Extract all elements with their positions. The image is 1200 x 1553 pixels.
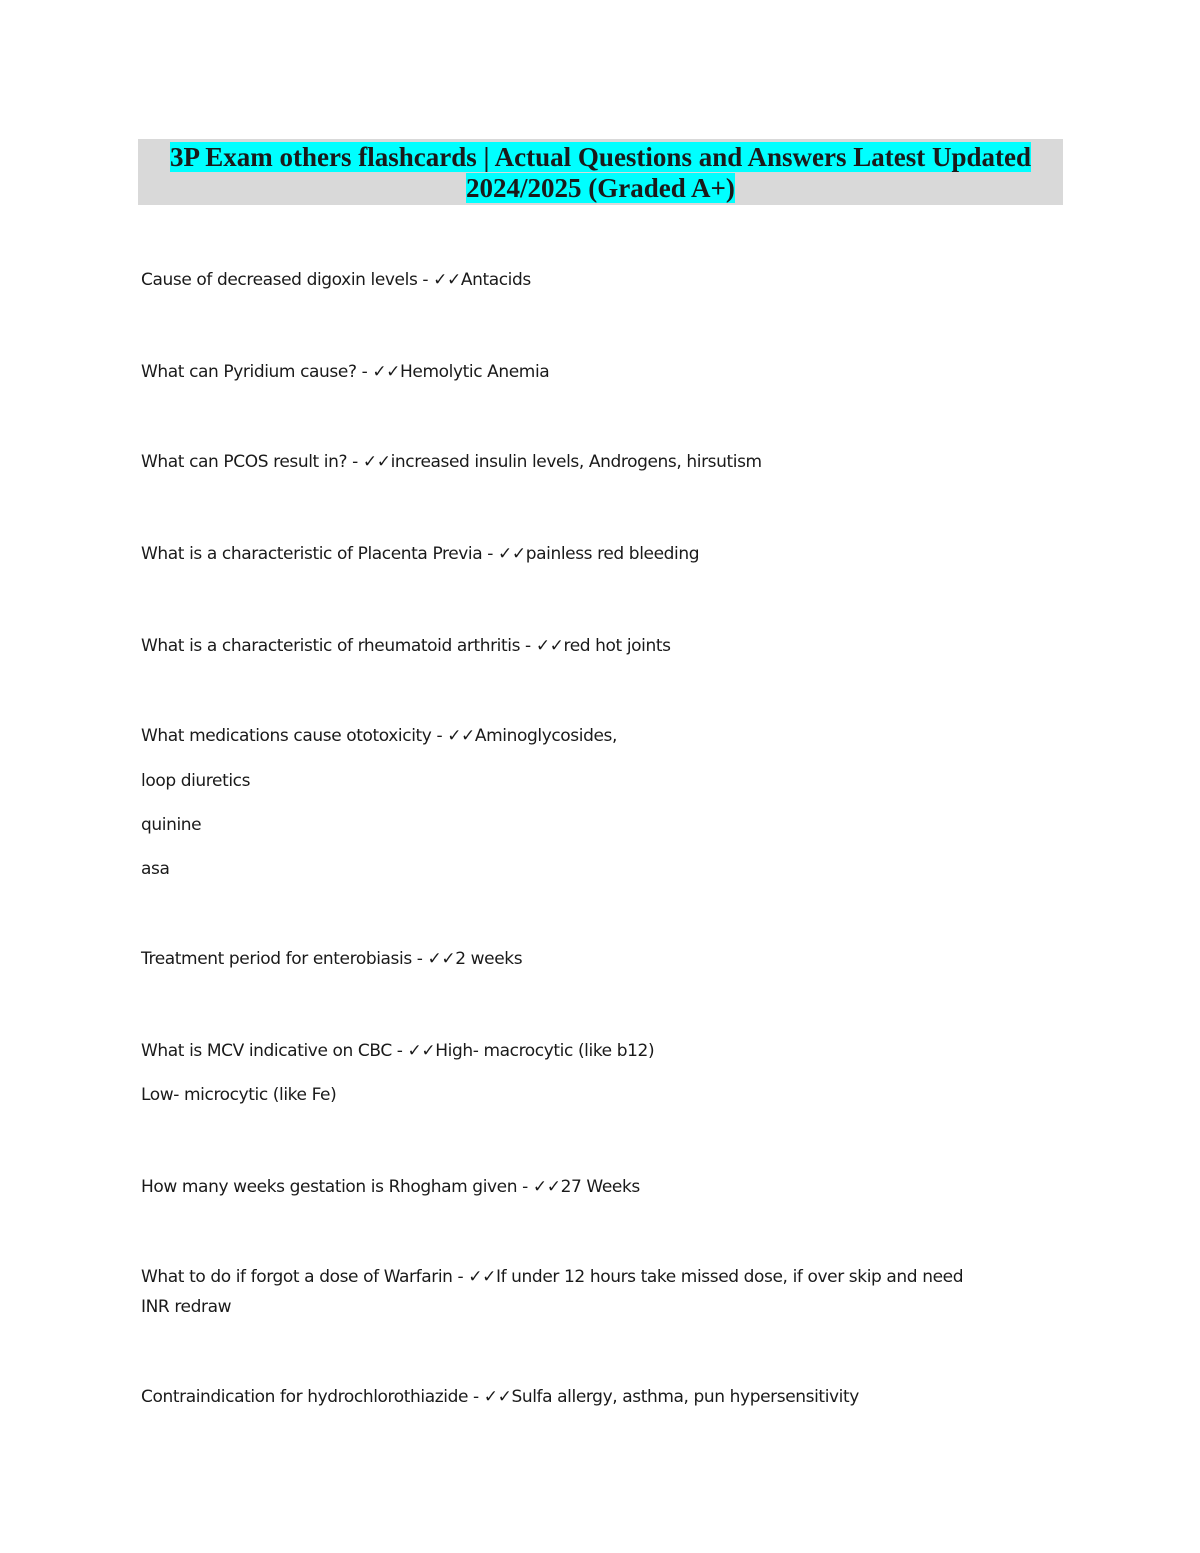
title-line-2: 2024/2025 (Graded A+)	[466, 173, 735, 203]
answer-text: Aminoglycosides,	[474, 726, 617, 746]
answer-continuation: quinine	[141, 815, 202, 835]
flashcard-item	[141, 1176, 640, 1198]
flashcard-item	[141, 451, 762, 473]
check-icon: ✓✓	[407, 1041, 436, 1061]
question-text: What can PCOS result in? -	[141, 452, 363, 472]
question-text: What medications cause ototoxicity -	[141, 726, 448, 746]
answer-continuation: asa	[141, 859, 170, 879]
flashcard-item	[141, 1386, 859, 1408]
answer-continuation: Low- microcytic (like Fe)	[141, 1085, 337, 1105]
title-line-1: 3P Exam others flashcards | Actual Questions and Answers Latest Updated	[169, 142, 1031, 172]
question-text: Cause of decreased digoxin levels -	[141, 270, 434, 290]
answer-continuation: INR redraw	[141, 1297, 232, 1317]
flashcard-item	[141, 543, 699, 565]
flashcard-item	[141, 635, 671, 657]
check-icon: ✓✓	[468, 1267, 496, 1287]
answer-text: Hemolytic Anemia	[400, 362, 550, 382]
answer-continuation: loop diuretics	[141, 771, 251, 791]
check-icon: ✓✓	[447, 726, 475, 746]
question-text: What is a characteristic of rheumatoid arthritis -	[141, 636, 536, 656]
answer-text: If under 12 hours take missed dose, if over skip and need	[495, 1267, 964, 1287]
check-icon: ✓✓	[535, 636, 564, 656]
check-icon: ✓✓	[372, 362, 401, 382]
question-text: What to do if forgot a dose of Warfarin -	[141, 1267, 469, 1287]
document-title	[138, 139, 1063, 205]
question-text: What is a characteristic of Placenta Previa -	[141, 544, 499, 564]
answer-text: Antacids	[460, 270, 531, 290]
flashcard-item	[141, 1040, 654, 1062]
check-icon: ✓✓	[427, 949, 456, 969]
answer-text: Sulfa allergy, asthma, pun hypersensitivity	[511, 1387, 859, 1407]
flashcard-item	[141, 948, 522, 970]
question-text: How many weeks gestation is Rhogham given -	[141, 1177, 533, 1197]
flashcard-item	[141, 361, 549, 383]
question-text: What can Pyridium cause? -	[141, 362, 373, 382]
flashcard-item	[141, 725, 617, 747]
answer-text: increased insulin levels, Androgens, hirsutism	[390, 452, 762, 472]
check-icon: ✓✓	[483, 1387, 512, 1407]
answer-text: red hot joints	[563, 636, 671, 656]
flashcard-item	[141, 269, 531, 291]
answer-text: 2 weeks	[455, 949, 523, 969]
answer-text: High- macrocytic (like b12)	[435, 1041, 655, 1061]
check-icon: ✓✓	[433, 270, 461, 290]
question-text: Treatment period for enterobiasis -	[141, 949, 428, 969]
answer-text: painless red bleeding	[525, 544, 700, 564]
flashcard-item	[141, 1266, 963, 1288]
check-icon: ✓✓	[362, 452, 391, 472]
answer-text: 27 Weeks	[560, 1177, 640, 1197]
check-icon: ✓✓	[532, 1177, 561, 1197]
question-text: Contraindication for hydrochlorothiazide -	[141, 1387, 484, 1407]
check-icon: ✓✓	[498, 544, 526, 564]
question-text: What is MCV indicative on CBC -	[141, 1041, 408, 1061]
